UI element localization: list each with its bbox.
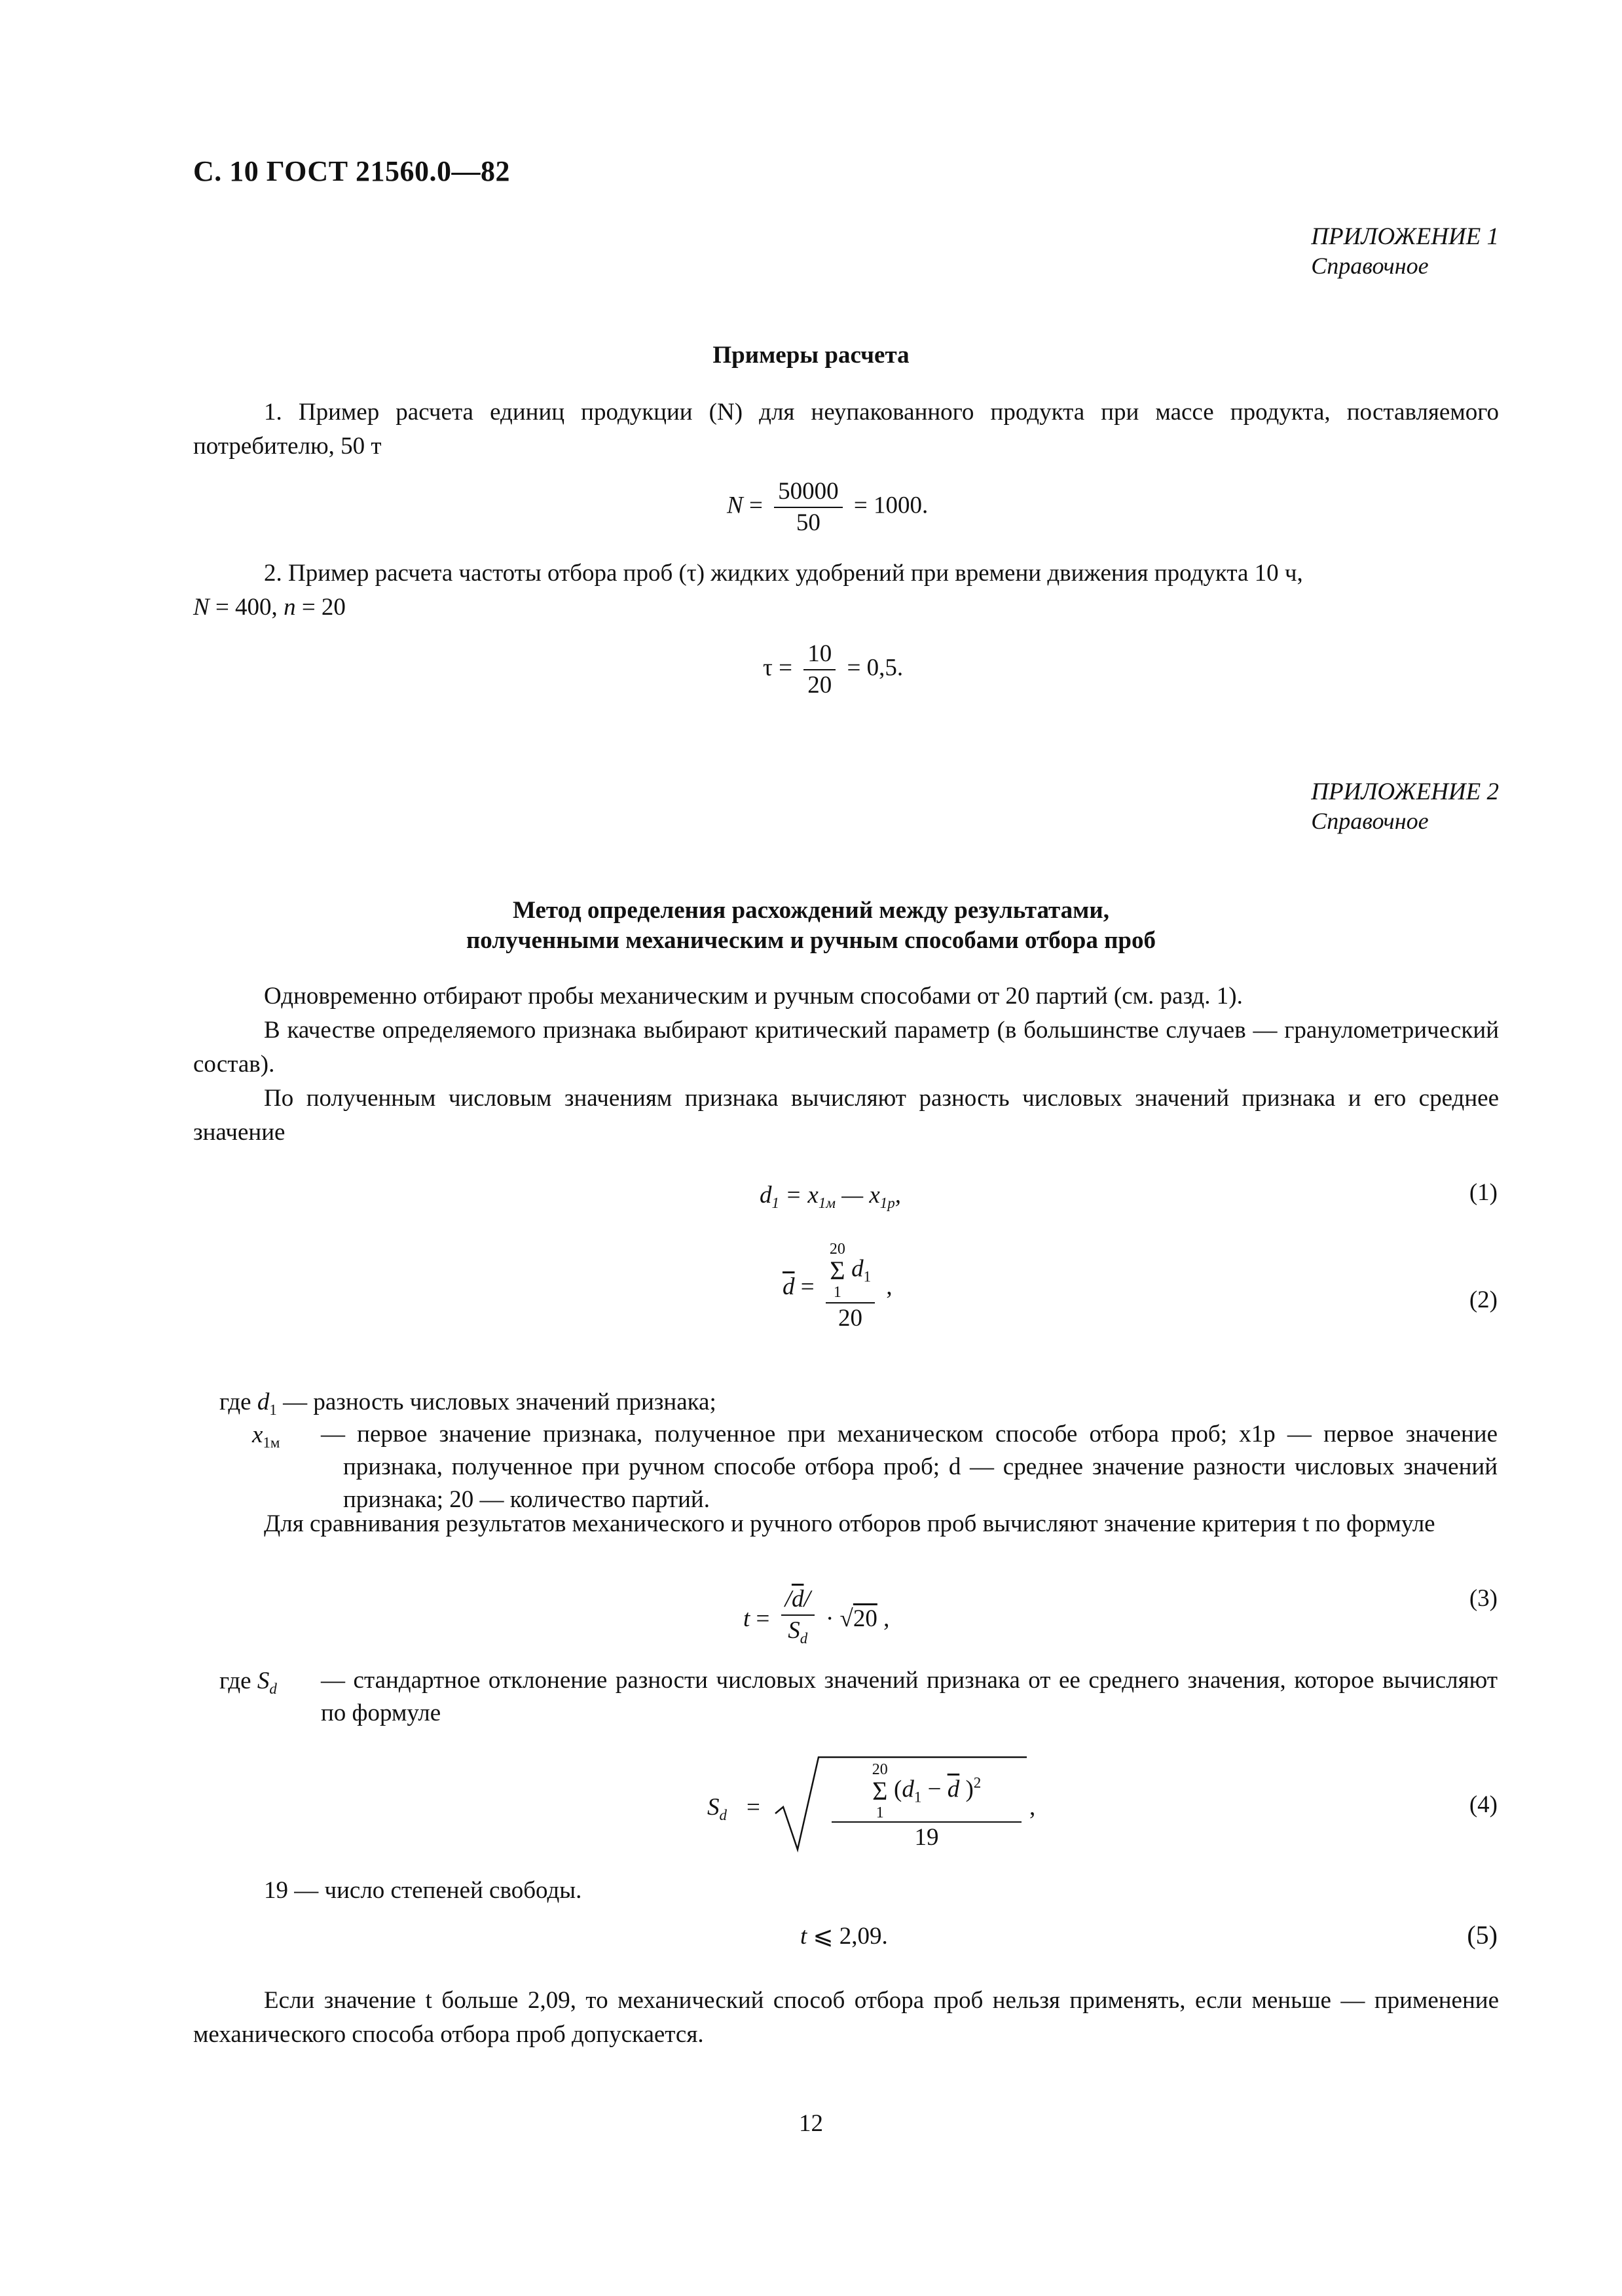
where1-x-def: — первое значение признака, полученное при механическом способе отбора проб; x1р — первое значение признака, полученное при ручном способе отбора проб; d — среднее значение разности числовых значений признака; 20 — количество партий. xyxy=(321,1421,1498,1513)
paragraph-t: Для сравнивания результатов механического и ручного отборов проб вычисляют значение критерия t по формуле xyxy=(264,1510,1435,1537)
formula-tau-denominator: 20 xyxy=(807,672,832,699)
example2-params: N = 400, n = 20 xyxy=(193,594,346,621)
equation-2-number: (2) xyxy=(1469,1286,1498,1313)
equation-3-number: (3) xyxy=(1469,1585,1498,1612)
sum4-bottom-limit: 1 xyxy=(876,1804,884,1821)
where1-intro: где xyxy=(219,1389,251,1415)
degrees-of-freedom: 19 — число степеней свободы. xyxy=(264,1877,582,1904)
sum-top-limit: 20 xyxy=(829,1241,845,1258)
equation-3-sqrt-value: 20 xyxy=(853,1605,877,1633)
equation-3: t = $\frac{/\overline{d}/}{S_d}$ · √20 , xyxy=(743,1584,889,1654)
equation-2: $\overline{d}$ = 20 Σ 1 $d_1$ 20 , xyxy=(783,1241,893,1334)
final-paragraph: Если значение t больше 2,09, то механический способ отбора проб нельзя применять, если меньше — применение механического способа отбора проб допускается. xyxy=(193,1987,1499,2048)
where2-text: — стандартное отклонение разности числовых значений признака от ее среднего значения, которое вычисляют по формуле xyxy=(321,1667,1498,1726)
appendix1-title: Примеры расчета xyxy=(712,342,910,369)
formula-n-result: 1000. xyxy=(873,492,929,519)
equation-4-denominator: 19 xyxy=(914,1824,939,1851)
appendix2-label xyxy=(1311,778,1499,835)
example2-text-a: 2. Пример расчета частоты отбора проб (τ) жидких удобрений при времени движения продукта 10 ч, xyxy=(264,560,1303,587)
equation-3-fraction: $\frac{/\overline{d}/}{S_d}$ xyxy=(781,1584,815,1654)
formula-n-numerator: 50000 xyxy=(774,477,843,508)
where2-symbol: где $S_d$ xyxy=(219,1667,277,1698)
where1-x-symbol: $x_{1м}$ xyxy=(252,1421,280,1451)
equation-1: $d_1 = x_{1м}$ — $x_{1р}$, xyxy=(760,1182,901,1212)
equation-4-fraction: 20 Σ 1 ($d_1 - \overline{d}$ )$^2$ 19 xyxy=(832,1761,1022,1853)
paragraph-3: По полученным числовым значениям признака вычисляют разность числовых значений признака и его среднее значение xyxy=(193,1085,1499,1146)
formula-tau: τ = $\frac{10}{20}$ = 0,5. xyxy=(763,639,903,701)
paragraph-2: В качестве определяемого признака выбирают критический параметр (в большинстве случаев — гранулометрический состав). xyxy=(193,1017,1499,1078)
equation-5: t ⩽ 2,09. xyxy=(800,1923,888,1950)
formula-tau-result: 0,5. xyxy=(866,654,904,682)
appendix1-label xyxy=(1311,223,1499,280)
formula-tau-numerator: 10 xyxy=(803,639,836,670)
page-header: С. 10 ГОСТ 21560.0—82 xyxy=(193,155,511,187)
formula-tau-lhs: τ xyxy=(763,654,773,682)
sum-symbol: 20 Σ 1 xyxy=(829,1241,845,1301)
page-number: 12 xyxy=(799,2110,823,2137)
appendix1-number: ПРИЛОЖЕНИЕ 1 xyxy=(1311,223,1499,250)
formula-n-fraction xyxy=(774,477,843,538)
equation-3-lhs: t xyxy=(743,1605,750,1633)
sum4-top-limit: 20 xyxy=(872,1761,888,1778)
where1-d: где $d_1$ — разность числовых значений признака; xyxy=(219,1389,716,1419)
appendix2-type: Справочное xyxy=(1311,808,1429,834)
appendix1-type: Справочное xyxy=(1311,253,1429,279)
formula-n-denominator: 50 xyxy=(796,509,820,536)
equation-5-number: (5) xyxy=(1467,1920,1498,1950)
equation-4-number: (4) xyxy=(1469,1791,1498,1818)
appendix2-title-line2: полученными механическим и ручным способами отбора проб xyxy=(466,927,1156,954)
example1-text xyxy=(193,395,1499,464)
paragraph-1: Одновременно отбирают пробы механическим и ручным способами от 20 партий (см. разд. 1). xyxy=(264,983,1243,1010)
where2-intro: где xyxy=(219,1667,251,1694)
formula-n: N = $\frac{50000}{50}$ = 1000. xyxy=(727,477,928,538)
example2-text xyxy=(193,556,1499,591)
appendix2-number: ПРИЛОЖЕНИЕ 2 xyxy=(1311,778,1499,805)
equation-1-number: (1) xyxy=(1469,1179,1498,1206)
where1-d-def: — разность числовых значений признака; xyxy=(283,1389,716,1415)
equation-2-denominator: 20 xyxy=(838,1305,862,1332)
formula-n-lhs: N xyxy=(727,492,743,519)
equation-2-fraction: 20 Σ 1 $d_1$ 20 xyxy=(826,1241,875,1334)
formula-tau-fraction xyxy=(803,639,836,701)
appendix2-title-line1: Метод определения расхождений между результатами, xyxy=(513,897,1109,924)
sum-bottom-limit: 1 xyxy=(833,1284,841,1301)
example1-text-content: 1. Пример расчета единиц продукции (N) для неупакованного продукта при массе продукта, поставляемого потребителю, 50 т xyxy=(193,399,1499,460)
